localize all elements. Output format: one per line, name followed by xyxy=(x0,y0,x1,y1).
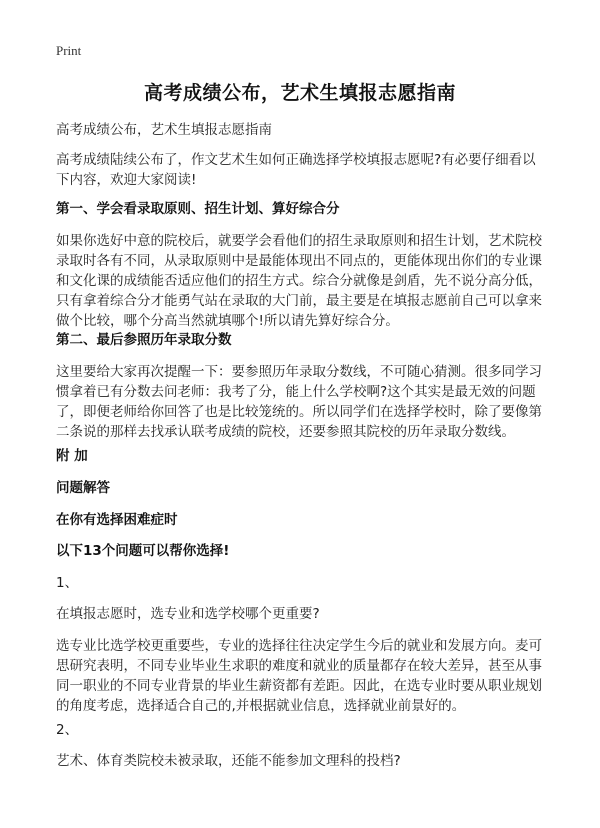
question-1-answer: 选专业比选学校更重要些，专业的选择往往决定学生今后的就业和发展方向。麦可思研究表明，不同专业毕业生求职的难度和就业的质量都存在较大差异，甚至从事同一职业的不同专业背景的毕业生薪资都有差距。因此，在选专业时要从职业规划的角度考虑，选择适合自己的,并根据就业信息，选择就业前景好的。 xyxy=(56,638,542,714)
page-title: 高考成绩公布，艺术生填报志愿指南 xyxy=(143,82,456,104)
question-1-number: 1、 xyxy=(56,575,79,591)
article-subtitle: 高考成绩公布，艺术生填报志愿指南 xyxy=(56,122,272,138)
qa-subheading-2: 以下13个问题可以帮你选择! xyxy=(56,543,230,559)
section2-heading: 第二、最后参照历年录取分数 xyxy=(56,332,232,348)
question-1-text: 在填报志愿时，选专业和选学校哪个更重要? xyxy=(56,606,320,622)
question-2-number: 2、 xyxy=(56,722,79,738)
section1-heading: 第一、学会看录取原则、招生计划、算好综合分 xyxy=(56,201,340,217)
section2-paragraph: 这里要给大家再次提醒一下：要参照历年录取分数线，不可随心猜测。很多同学习惯拿着已有分数去问老师：我考了分，能上什么学校啊?这个其实是最无效的问题了，即便老师给你回答了也是比较笼统的。所以同学们在选择学校时，除了要像第二条说的那样去找承认联考成绩的院校，还要参照其院校的历年录取分数线。 xyxy=(56,364,542,440)
section1-paragraph: 如果你选好中意的院校后，就要学会看他们的招生录取原则和招生计划，艺术院校录取时各有不同，从录取原则中是最能体现出不同点的，更能体现出你们的专业课和文化课的成绩能否适应他们的招生方式。综合分就像是剑盾，先不说分高分低，只有拿着综合分才能勇气站在录取的大门前，最主要是在填报志愿前自己可以拿来做个比较，哪个分高当然就填哪个!所以请先算好综合分。 xyxy=(56,233,542,329)
qa-heading: 问题解答 xyxy=(56,480,110,496)
intro-paragraph: 高考成绩陆续公布了，作文艺术生如何正确选择学校填报志愿呢?有必要仔细看以下内容，欢迎大家阅读! xyxy=(56,152,536,188)
appendix-heading: 附 加 xyxy=(56,448,88,464)
question-2-text: 艺术、体育类院校未被录取，还能不能参加文理科的投档? xyxy=(56,753,401,769)
print-link[interactable]: Print xyxy=(56,43,82,58)
qa-subheading-1: 在你有选择困难症时 xyxy=(56,512,178,528)
